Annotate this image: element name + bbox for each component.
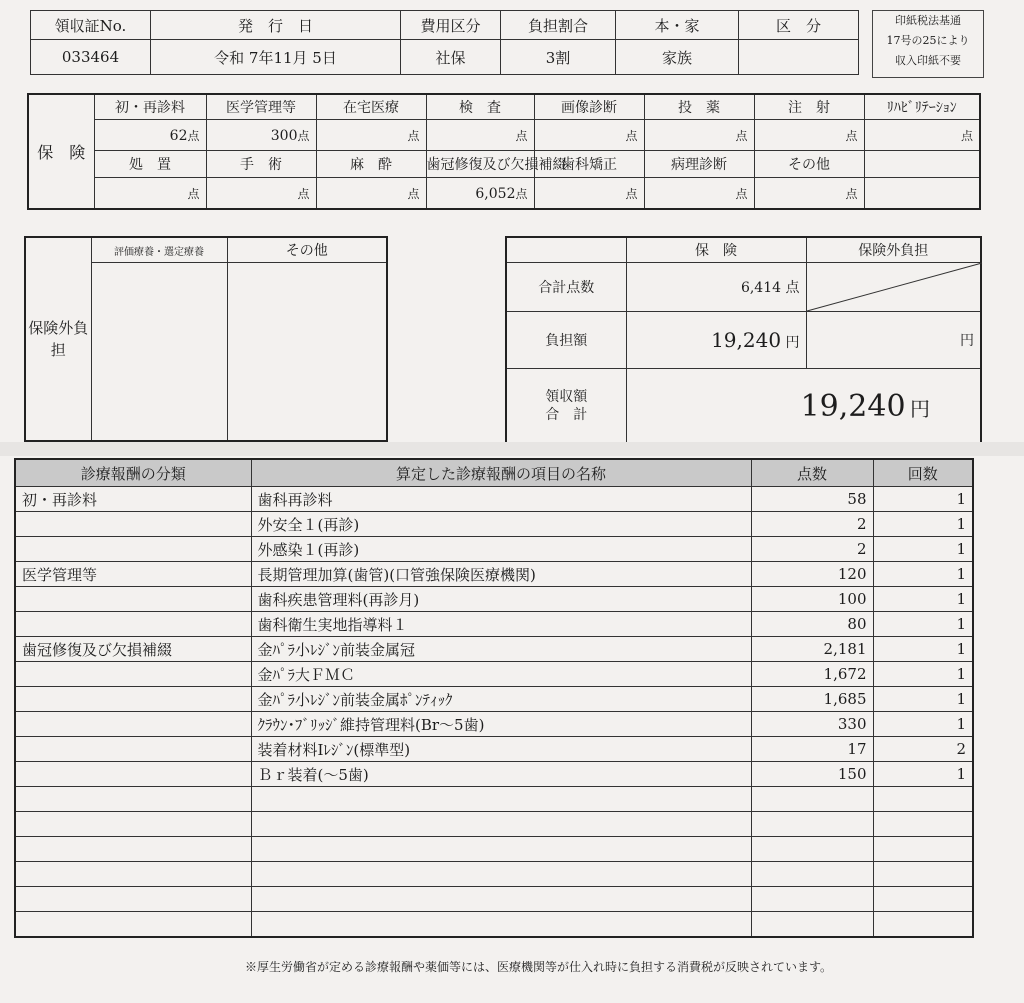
empty-cell	[15, 837, 251, 862]
empty-cell	[15, 812, 251, 837]
table-row	[15, 637, 973, 662]
row-count: 1	[873, 487, 973, 512]
ins-value: 62	[169, 127, 188, 144]
row-category	[15, 612, 251, 637]
table-row	[15, 562, 973, 587]
empty-cell	[751, 887, 873, 912]
row-category	[15, 762, 251, 787]
table-row	[15, 587, 973, 612]
outside-col2-cell	[227, 263, 387, 442]
ins-label-medication: 投 薬	[644, 94, 754, 120]
row-category: 初・再診料	[15, 487, 251, 512]
row-category: 医学管理等	[15, 562, 251, 587]
row-points: 120	[751, 562, 873, 587]
row-count: 2	[873, 737, 973, 762]
ins-label-surgery: 手 術	[206, 151, 316, 178]
items-body	[15, 487, 973, 938]
col-header-item-name: 算定した診療報酬の項目の名称	[251, 459, 751, 487]
received-amount: 19,240	[800, 388, 906, 424]
burden-amount: 19,240	[711, 328, 782, 352]
ins-value-cell	[316, 120, 426, 151]
row-category	[15, 662, 251, 687]
received-cell	[626, 369, 981, 445]
row-item-name: 歯科疾患管理料(再診月)	[251, 587, 751, 612]
row-category	[15, 537, 251, 562]
ins-label-home-care: 在宅医療	[316, 94, 426, 120]
row-count: 1	[873, 562, 973, 587]
row-points: 1,685	[751, 687, 873, 712]
empty-cell	[873, 812, 973, 837]
empty-row	[15, 887, 973, 912]
point-unit: 点	[735, 186, 748, 201]
point-unit: 点	[187, 186, 200, 201]
summary-table	[505, 236, 982, 445]
row-category	[15, 737, 251, 762]
yen-unit: 円	[785, 335, 800, 351]
point-unit: 点	[625, 128, 638, 143]
empty-cell	[873, 862, 973, 887]
ins-label-rehab: ﾘﾊﾋﾞﾘﾃｰｼｮﾝ	[864, 94, 980, 120]
point-unit: 点	[845, 186, 858, 201]
burden-label: 負担額	[506, 312, 626, 369]
total-points-cell	[626, 263, 806, 312]
col-header-count: 回数	[873, 459, 973, 487]
row-count: 1	[873, 587, 973, 612]
row-item-name: 装着材料Ⅰﾚｼﾞﾝ(標準型)	[251, 737, 751, 762]
empty-row	[15, 812, 973, 837]
paper-fold	[0, 442, 1024, 456]
ins-value-cell	[316, 178, 426, 210]
row-item-name: 外安全１(再診)	[251, 512, 751, 537]
summary-insurance-label: 保 険	[626, 237, 806, 263]
ins-label-exam: 検 査	[426, 94, 534, 120]
stamp-note-line: 17号の25により	[886, 34, 970, 47]
ins-value-cell	[754, 120, 864, 151]
ins-value-cell	[864, 178, 980, 210]
received-label: 領収額合 計	[506, 369, 626, 445]
row-count: 1	[873, 637, 973, 662]
empty-cell	[15, 887, 251, 912]
empty-cell	[873, 837, 973, 862]
row-points: 80	[751, 612, 873, 637]
empty-row	[15, 912, 973, 938]
empty-cell	[15, 787, 251, 812]
point-unit: 点	[515, 186, 528, 201]
table-row	[15, 487, 973, 512]
row-points: 330	[751, 712, 873, 737]
row-points: 58	[751, 487, 873, 512]
ins-value-cell	[754, 178, 864, 210]
diagonal-cell	[806, 263, 981, 312]
total-points-label: 合計点数	[506, 263, 626, 312]
insured: 家族	[616, 40, 739, 75]
burden-ratio-label: 負担割合	[501, 11, 616, 40]
empty-cell	[751, 812, 873, 837]
ins-value-cell	[94, 120, 206, 151]
ins-value: 300	[270, 127, 298, 144]
row-item-name: 長期管理加算(歯管)(口管強保険医療機関)	[251, 562, 751, 587]
ins-value-cell	[206, 120, 316, 151]
ins-value-cell	[534, 178, 644, 210]
stamp-note-line: 印紙税法基通	[895, 14, 961, 27]
point-unit: 点	[297, 186, 310, 201]
point-unit: 点	[625, 186, 638, 201]
burden-ratio: 3割	[501, 40, 616, 75]
table-row	[15, 687, 973, 712]
stamp-note-line: 収入印紙不要	[895, 54, 961, 67]
category	[739, 40, 859, 75]
row-item-name: 金ﾊﾟﾗ大ＦＭＣ	[251, 662, 751, 687]
empty-row	[15, 787, 973, 812]
row-count: 1	[873, 662, 973, 687]
empty-cell	[251, 912, 751, 938]
empty-cell	[251, 887, 751, 912]
table-row	[15, 762, 973, 787]
row-item-name: Ｂｒ装着(～5歯)	[251, 762, 751, 787]
point-unit: 点	[515, 128, 528, 143]
point-unit: 点	[407, 128, 420, 143]
row-category: 歯冠修復及び欠損補綴	[15, 637, 251, 662]
footer-note: ※厚生労働省が定める診療報酬や薬価等には、医療機関等が仕入れ時に負担する消費税が反映されています。	[245, 960, 833, 974]
ins-value-cell	[426, 120, 534, 151]
ins-label-orthodontics: 歯科矯正	[534, 151, 644, 178]
table-row	[15, 612, 973, 637]
table-row	[15, 537, 973, 562]
point-unit: 点	[735, 128, 748, 143]
row-item-name: 金ﾊﾟﾗ小ﾚｼﾞﾝ前装金属ﾎﾟﾝﾃｨｯｸ	[251, 687, 751, 712]
empty-cell	[873, 887, 973, 912]
point-unit: 点	[960, 128, 973, 143]
outside-col2-label: その他	[227, 237, 387, 263]
empty-cell	[251, 862, 751, 887]
point-unit: 点	[297, 128, 310, 143]
row-count: 1	[873, 762, 973, 787]
ins-label-pathology: 病理診断	[644, 151, 754, 178]
ins-label-anesthesia: 麻 酔	[316, 151, 426, 178]
empty-cell	[751, 787, 873, 812]
empty-cell	[251, 812, 751, 837]
empty-cell	[15, 862, 251, 887]
issue-date-label: 発 行 日	[151, 11, 401, 40]
cost-type: 社保	[401, 40, 501, 75]
row-count: 1	[873, 537, 973, 562]
row-points: 1,672	[751, 662, 873, 687]
receipt-no-label: 領収証No.	[31, 11, 151, 40]
empty-cell	[751, 837, 873, 862]
receipt-header-table	[30, 10, 859, 75]
total-points: 6,414	[740, 280, 782, 296]
point-unit: 点	[187, 128, 200, 143]
row-category	[15, 712, 251, 737]
row-category	[15, 512, 251, 537]
ins-label-crown-restoration: 歯冠修復及び欠損補綴	[426, 151, 534, 178]
row-category	[15, 587, 251, 612]
row-points: 100	[751, 587, 873, 612]
insurance-table	[27, 93, 981, 210]
row-item-name: 歯科再診料	[251, 487, 751, 512]
ins-label-injection: 注 射	[754, 94, 864, 120]
ins-value-cell	[94, 178, 206, 210]
stamp-duty-note	[872, 10, 984, 78]
ins-value-cell	[426, 178, 534, 210]
category-label: 区 分	[739, 11, 859, 40]
cost-type-label: 費用区分	[401, 11, 501, 40]
ins-label-other: その他	[754, 151, 864, 178]
empty-cell	[251, 787, 751, 812]
ins-label-empty	[864, 151, 980, 178]
receipt-no: 033464	[31, 40, 151, 75]
empty-cell	[251, 837, 751, 862]
table-row	[15, 512, 973, 537]
row-count: 1	[873, 687, 973, 712]
row-points: 150	[751, 762, 873, 787]
empty-row	[15, 862, 973, 887]
row-count: 1	[873, 712, 973, 737]
ins-label-procedure: 処 置	[94, 151, 206, 178]
items-table	[14, 458, 974, 938]
yen-unit: 円	[960, 333, 974, 349]
row-item-name: 外感染１(再診)	[251, 537, 751, 562]
ins-label-imaging: 画像診断	[534, 94, 644, 120]
row-points: 2	[751, 537, 873, 562]
burden-cell	[626, 312, 806, 369]
outside-col1-cell	[91, 263, 227, 442]
row-item-name: ｸﾗｳﾝ･ﾌﾞﾘｯｼﾞ維持管理料(Br～5歯)	[251, 712, 751, 737]
summary-outside-label: 保険外負担	[806, 237, 981, 263]
empty-row	[15, 837, 973, 862]
insurance-side-label: 保 険	[28, 94, 94, 209]
empty-cell	[873, 787, 973, 812]
table-row	[15, 662, 973, 687]
table-row	[15, 737, 973, 762]
ins-value-cell	[534, 120, 644, 151]
empty-cell	[751, 862, 873, 887]
row-points: 2	[751, 512, 873, 537]
point-unit: 点	[845, 128, 858, 143]
ins-label-medical-mgmt: 医学管理等	[206, 94, 316, 120]
outside-insurance-table	[24, 236, 388, 442]
row-count: 1	[873, 612, 973, 637]
col-header-category: 診療報酬の分類	[15, 459, 251, 487]
ins-label-first-visit: 初・再診料	[94, 94, 206, 120]
outside-col1-label: 評価療養・選定療養	[91, 237, 227, 263]
outside-yen-cell	[806, 312, 981, 369]
row-item-name: 歯科衛生実地指導料１	[251, 612, 751, 637]
ins-value-cell	[644, 120, 754, 151]
empty-cell	[873, 912, 973, 938]
ins-value-cell	[864, 120, 980, 151]
point-unit: 点	[407, 186, 420, 201]
ins-value-cell	[644, 178, 754, 210]
col-header-points: 点数	[751, 459, 873, 487]
empty-cell	[15, 912, 251, 938]
outside-side-label: 保険外負担	[25, 237, 91, 441]
ins-value: 6,052	[475, 185, 516, 202]
ins-value-cell	[206, 178, 316, 210]
diagonal-line	[807, 263, 982, 311]
point-unit: 点	[785, 280, 800, 296]
empty-cell	[751, 912, 873, 938]
issue-date: 令和 7年11月 5日	[151, 40, 401, 75]
yen-unit: 円	[910, 396, 930, 421]
row-item-name: 金ﾊﾟﾗ小ﾚｼﾞﾝ前装金属冠	[251, 637, 751, 662]
summary-corner	[506, 237, 626, 263]
table-row	[15, 712, 973, 737]
row-points: 17	[751, 737, 873, 762]
row-points: 2,181	[751, 637, 873, 662]
row-category	[15, 687, 251, 712]
insured-label: 本・家	[616, 11, 739, 40]
row-count: 1	[873, 512, 973, 537]
